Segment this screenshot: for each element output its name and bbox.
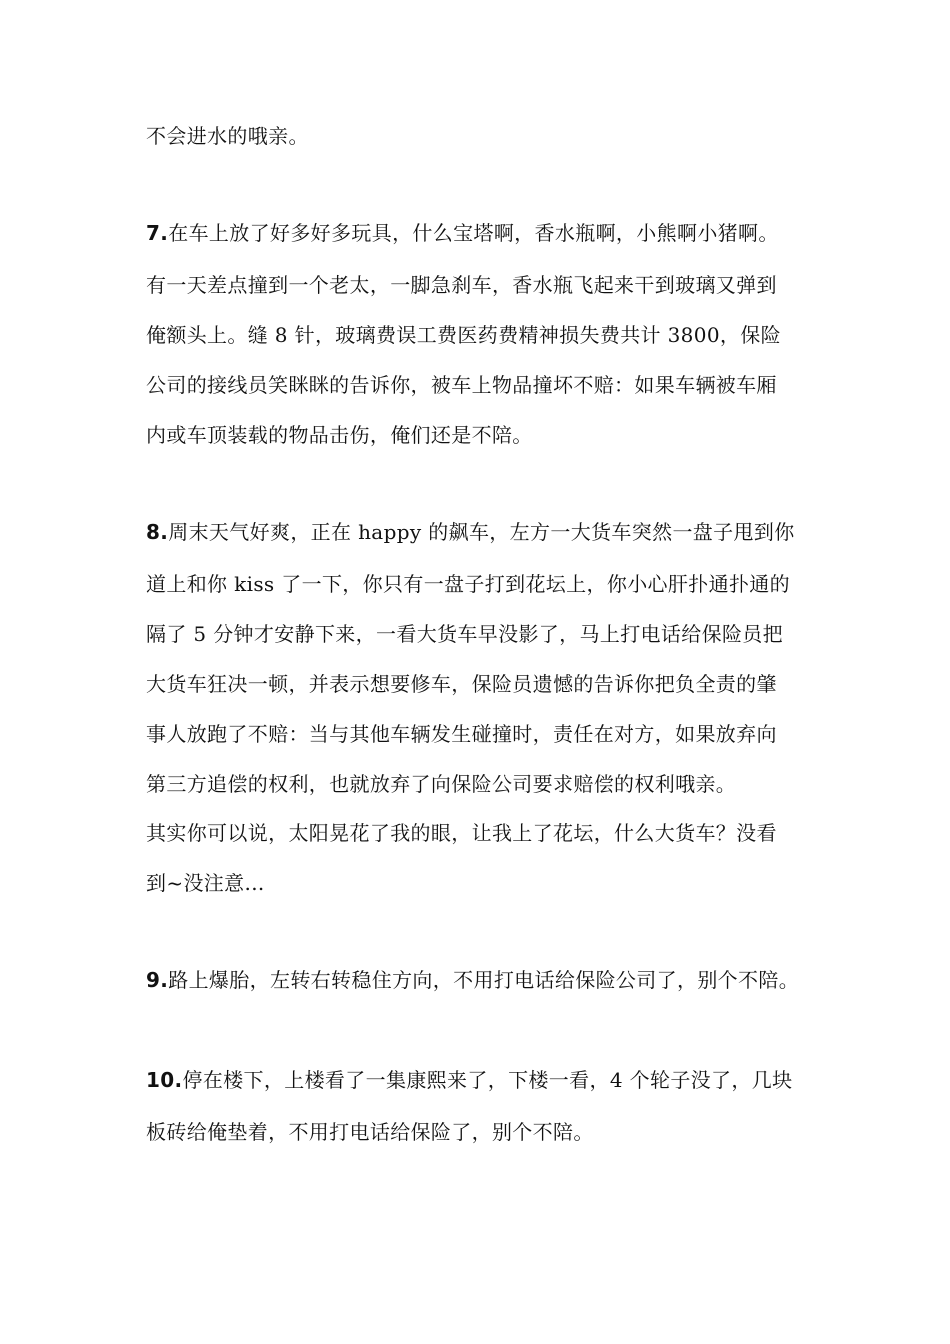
item-9-heading (146, 965, 799, 995)
paragraph-line: 事人放跑了不赔：当与其他车辆发生碰撞时，责任在对方，如果放弃向 (146, 722, 777, 746)
paragraph-line: 其实你可以说，太阳晃花了我的眼，让我上了花坛，什么大货车？没看 (146, 821, 777, 845)
item-first-line: 停在楼下，上楼看了一集康熙来了，下楼一看，4 个轮子没了，几块 (182, 1068, 793, 1092)
paragraph-line: 内或车顶装载的物品击伤，俺们还是不陪。 (146, 423, 533, 447)
item-8-heading (146, 517, 795, 547)
paragraph-line: 到~没注意... (146, 871, 265, 895)
paragraph-line: 板砖给俺垫着，不用打电话给保险了，别个不陪。 (146, 1120, 594, 1144)
item-number: 7. (146, 221, 169, 245)
paragraph-line: 俺额头上。缝 8 针，玻璃费误工费医药费精神损失费共计 3800，保险 (146, 323, 781, 347)
item-first-line: 周末天气好爽，正在 happy 的飙车，左方一大货车突然一盘子甩到你 (168, 520, 795, 544)
item-first-line: 在车上放了好多好多玩具，什么宝塔啊，香水瓶啊，小熊啊小猪啊。 (168, 221, 779, 245)
paragraph-line: 隔了 5 分钟才安静下来，一看大货车早没影了，马上打电话给保险员把 (146, 622, 783, 646)
item-number: 8. (146, 520, 169, 544)
item-number: 9. (146, 968, 169, 992)
paragraph-line: 公司的接线员笑眯眯的告诉你，被车上物品撞坏不赔：如果车辆被车厢 (146, 373, 777, 397)
item-first-line: 路上爆胎，左转右转稳住方向，不用打电话给保险公司了，别个不陪。 (168, 968, 800, 992)
paragraph-line: 第三方追偿的权利，也就放弃了向保险公司要求赔偿的权利哦亲。 (146, 772, 737, 796)
paragraph-line: 有一天差点撞到一个老太，一脚急刹车，香水瓶飞起来干到玻璃又弹到 (146, 273, 777, 297)
paragraph-line: 道上和你 kiss 了一下，你只有一盘子打到花坛上，你小心肝扑通扑通的 (146, 572, 791, 596)
item-number: 10. (146, 1068, 183, 1092)
intro-text: 不会进水的哦亲。 (146, 124, 309, 148)
intro-line (146, 121, 309, 151)
item-7-heading (146, 218, 779, 248)
paragraph-line: 大货车狂决一顿，并表示想要修车，保险员遗憾的告诉你把负全责的肇 (146, 672, 777, 696)
item-10-heading (146, 1065, 792, 1095)
